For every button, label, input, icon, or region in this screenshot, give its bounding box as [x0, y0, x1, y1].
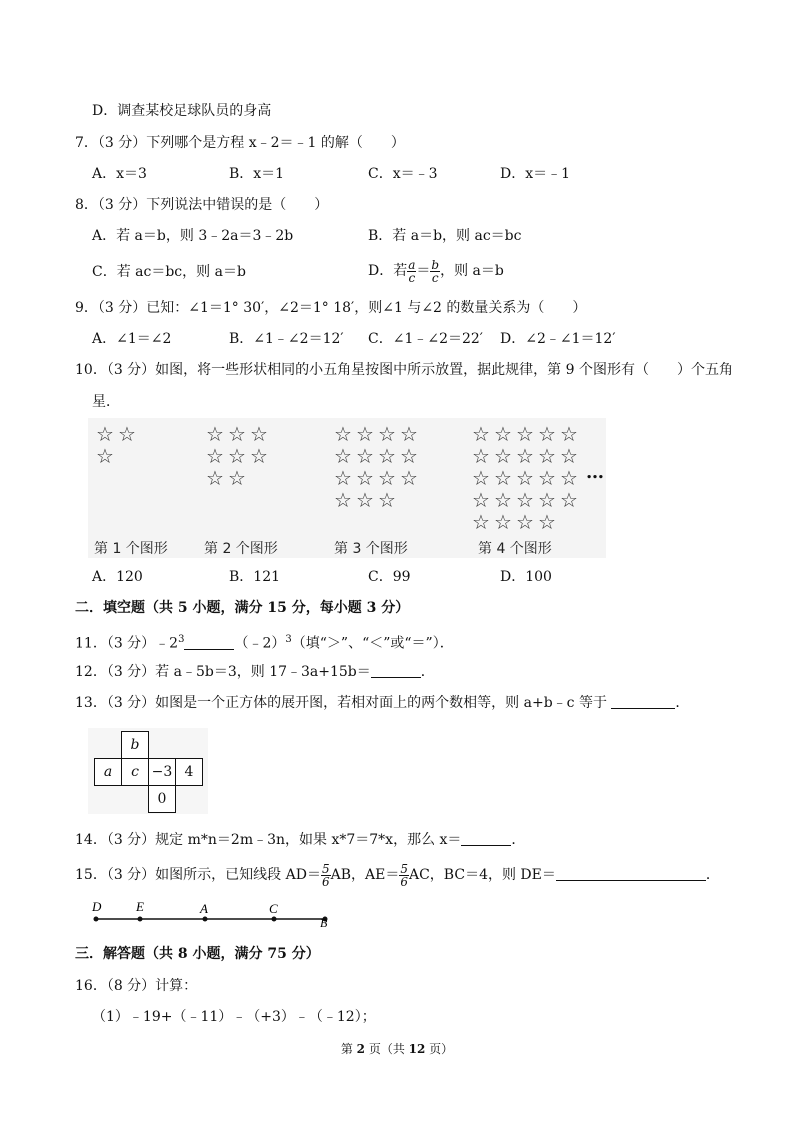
- star-icon: ☆: [516, 510, 534, 534]
- q10-option-c: C．99: [368, 569, 411, 585]
- cube-net-figure: [88, 728, 208, 814]
- star-icon: ☆: [516, 488, 534, 512]
- q10-stem-line1: 10．（3 分）如图，将一些形状相同的小五角星按图中所示放置，据此规律，第 9 个图形有（ ）个五角: [75, 362, 733, 378]
- star-icon: ☆: [334, 466, 352, 490]
- q6-option-d: D．调查某校足球队员的身高: [92, 103, 272, 119]
- q8-option-b: B．若 a＝b，则 ac＝bc: [368, 228, 522, 244]
- q16-stem: 16．（8 分）计算：: [75, 978, 198, 994]
- star-icon: ☆: [560, 488, 578, 512]
- star-icon: ☆: [356, 444, 374, 468]
- cube-cell-c: c: [121, 758, 149, 786]
- section2-title: 二．填空题（共 5 小题，满分 15 分，每小题 3 分）: [75, 600, 410, 616]
- star-icon: ☆: [472, 422, 490, 446]
- q12-line: 12．（3 分）若 a﹣5b＝3，则 17﹣3a+15b＝ ．: [75, 664, 435, 680]
- point-d: [94, 917, 99, 922]
- star-icon: ☆: [400, 466, 418, 490]
- cube-cell-0: 0: [148, 785, 176, 813]
- star-icon: ☆: [538, 510, 556, 534]
- q16-part1: （1）﹣19+（﹣11）﹣（+3）﹣（﹣12）；: [92, 1009, 376, 1025]
- star-icon: ☆: [472, 466, 490, 490]
- q10-option-a: A．120: [92, 569, 143, 585]
- star-icon: ☆: [538, 444, 556, 468]
- star-pattern-figure: [88, 418, 606, 558]
- star-icon: ☆: [334, 444, 352, 468]
- star-icon: ☆: [378, 422, 396, 446]
- star-icon: ☆: [228, 422, 246, 446]
- point-c: [272, 917, 277, 922]
- q7-option-b: B．x＝1: [229, 166, 285, 182]
- q10-option-b: B．121: [229, 569, 281, 585]
- q8-option-a: A．若 a＝b，则 3﹣2a＝3﹣2b: [92, 228, 294, 244]
- star-icon: ☆: [516, 422, 534, 446]
- star-icon: ☆: [378, 466, 396, 490]
- star-icon: ☆: [96, 444, 114, 468]
- q7-stem: 7．（3 分）下列哪个是方程 x﹣2＝﹣1 的解（ ）: [75, 135, 405, 151]
- q10-stem-line2: 星．: [92, 394, 120, 410]
- star-icon: ☆: [560, 422, 578, 446]
- q7-option-c: C．x＝﹣3: [368, 166, 438, 182]
- star-icon: ☆: [516, 466, 534, 490]
- caption-figure-3: 第 3 个图形: [334, 541, 408, 557]
- star-icon: ☆: [472, 488, 490, 512]
- star-icon: ☆: [516, 444, 534, 468]
- q9-option-a: A．∠1＝∠2: [92, 331, 172, 347]
- star-icon: ☆: [356, 422, 374, 446]
- label-b: B: [320, 916, 328, 928]
- star-icon: ☆: [250, 422, 268, 446]
- label-e: E: [136, 899, 144, 914]
- star-icon: ☆: [378, 488, 396, 512]
- star-icon: ☆: [378, 444, 396, 468]
- q13-line: 13．（3 分）如图是一个正方体的展开图，若相对面上的两个数相等，则 a+b﹣c 等于 ．: [75, 695, 690, 711]
- segment-figure: [88, 898, 348, 928]
- star-icon: ☆: [472, 444, 490, 468]
- star-icon: ☆: [494, 466, 512, 490]
- q10-option-d: D．100: [500, 569, 552, 585]
- cube-cell-b: b: [121, 731, 149, 759]
- star-icon: ☆: [206, 422, 224, 446]
- cube-cell-4: 4: [175, 758, 203, 786]
- star-icon: ☆: [96, 422, 114, 446]
- q15-line: 15．（3 分）如图所示，已知线段 AD＝ $\frac{5}{6}$ AB，AE＝ $\frac{5}{6}$ AC，BC＝4，则 DE＝ ．: [75, 861, 720, 889]
- star-icon: ☆: [494, 510, 512, 534]
- q7-option-a: A．x＝3: [92, 166, 147, 182]
- q9-option-b: B．∠1﹣∠2＝12′: [229, 331, 344, 347]
- star-icon: ☆: [538, 488, 556, 512]
- q11-answer-blank[interactable]: [184, 635, 234, 650]
- star-icon: ☆: [356, 488, 374, 512]
- label-c: C: [269, 901, 278, 916]
- star-icon: ☆: [356, 466, 374, 490]
- star-icon: ☆: [400, 422, 418, 446]
- point-a: [203, 917, 208, 922]
- q9-stem: 9．（3 分）已知：∠1＝1° 30′，∠2＝1° 18′，则∠1 与∠2 的数量关系为（ ）: [75, 300, 587, 316]
- q7-option-d: D．x＝﹣1: [500, 166, 571, 182]
- q14-answer-blank[interactable]: [461, 831, 511, 846]
- q12-answer-blank[interactable]: [371, 663, 421, 678]
- star-icon: ☆: [494, 488, 512, 512]
- star-icon: ☆: [228, 466, 246, 490]
- star-icon: ☆: [334, 422, 352, 446]
- star-icon: ☆: [472, 510, 490, 534]
- point-e: [138, 917, 143, 922]
- star-icon: ☆: [400, 444, 418, 468]
- section3-title: 三．解答题（共 8 小题，满分 75 分）: [75, 946, 320, 962]
- star-icon: ☆: [494, 444, 512, 468]
- q8-stem: 8．（3 分）下列说法中错误的是（ ）: [75, 197, 329, 213]
- star-icon: ☆: [206, 466, 224, 490]
- label-a: A: [200, 901, 208, 916]
- cube-cell-a: a: [94, 758, 122, 786]
- caption-figure-1: 第 1 个图形: [94, 541, 168, 557]
- page-footer: 第 2 页（共 12 页）: [340, 1042, 454, 1056]
- q15-answer-blank[interactable]: [556, 866, 706, 881]
- caption-figure-4: 第 4 个图形: [478, 541, 552, 557]
- ellipsis: …: [586, 462, 604, 483]
- q8-option-c: C．若 ac＝bc，则 a＝b: [92, 264, 246, 280]
- star-icon: ☆: [250, 444, 268, 468]
- star-icon: ☆: [560, 444, 578, 468]
- cube-cell-minus3: −3: [148, 758, 176, 786]
- q13-answer-blank[interactable]: [611, 694, 675, 709]
- star-icon: ☆: [334, 488, 352, 512]
- q8-option-d: D．若 $\frac{a}{c}$ ＝ $\frac{b}{c}$ ，则 a＝b: [368, 257, 504, 285]
- star-icon: ☆: [206, 444, 224, 468]
- star-icon: ☆: [494, 422, 512, 446]
- caption-figure-2: 第 2 个图形: [204, 541, 278, 557]
- star-icon: ☆: [538, 466, 556, 490]
- q9-option-c: C．∠1﹣∠2＝22′: [368, 331, 483, 347]
- star-icon: ☆: [228, 444, 246, 468]
- star-icon: ☆: [560, 466, 578, 490]
- star-icon: ☆: [118, 422, 136, 446]
- label-d: D: [92, 899, 102, 914]
- star-icon: ☆: [538, 422, 556, 446]
- q14-line: 14．（3 分）规定 m*n＝2m﹣3n，如果 x*7＝7*x，那么 x＝ ．: [75, 832, 526, 848]
- q9-option-d: D．∠2﹣∠1＝12′: [500, 331, 616, 347]
- q11-line: 11．（3 分）$﹣2^3$ （﹣2）$^3$（填“＞”、“＜”或“＝”）．: [75, 634, 454, 652]
